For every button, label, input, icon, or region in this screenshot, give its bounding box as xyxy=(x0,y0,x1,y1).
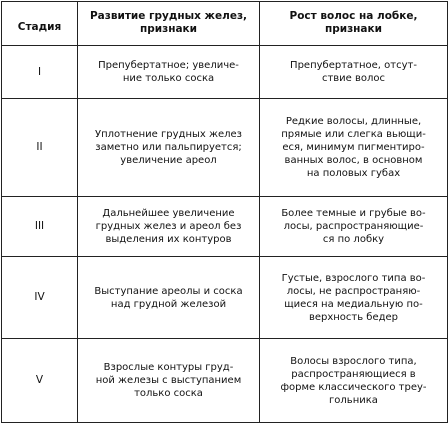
hair-cell: Препубертатное, отсут- ствие волос xyxy=(260,46,448,99)
header-breast: Развитие грудных желез, признаки xyxy=(78,2,260,46)
hair-cell: Редкие волосы, длинные, прямые или слегка вьющи- еся, минимум пигментиро- ванных волос, в основном на половых губах xyxy=(260,99,448,197)
table-row xyxy=(2,197,448,257)
hair-cell: Волосы взрослого типа, распространяющиеся в форме классического треу- гольника xyxy=(260,339,448,423)
breast-cell: Препубертатное; увеличе- ние только соска xyxy=(78,46,260,99)
header-row xyxy=(2,2,448,46)
breast-cell: Выступание ареолы и соска над грудной железой xyxy=(78,257,260,339)
stage-cell: I xyxy=(2,46,78,99)
breast-cell: Уплотнение грудных желез заметно или пальпируется; увеличение ареол xyxy=(78,99,260,197)
header-hair: Рост волос на лобке, признаки xyxy=(260,2,448,46)
header-stage: Стадия xyxy=(2,2,78,46)
breast-cell: Взрослые контуры груд- ной железы с выступанием только соска xyxy=(78,339,260,423)
table-row xyxy=(2,257,448,339)
table-row xyxy=(2,339,448,423)
tanner-stages-table xyxy=(1,1,448,423)
stage-cell: IV xyxy=(2,257,78,339)
table-row xyxy=(2,46,448,99)
stage-cell: III xyxy=(2,197,78,257)
stage-cell: V xyxy=(2,339,78,423)
hair-cell: Более темные и грубые во- лосы, распространяющие- ся по лобку xyxy=(260,197,448,257)
stage-cell: II xyxy=(2,99,78,197)
hair-cell: Густые, взрослого типа во- лосы, не распространяю- щиеся на медиальную по- верхность бедер xyxy=(260,257,448,339)
table-row xyxy=(2,99,448,197)
breast-cell: Дальнейшее увеличение грудных желез и ареол без выделения их контуров xyxy=(78,197,260,257)
